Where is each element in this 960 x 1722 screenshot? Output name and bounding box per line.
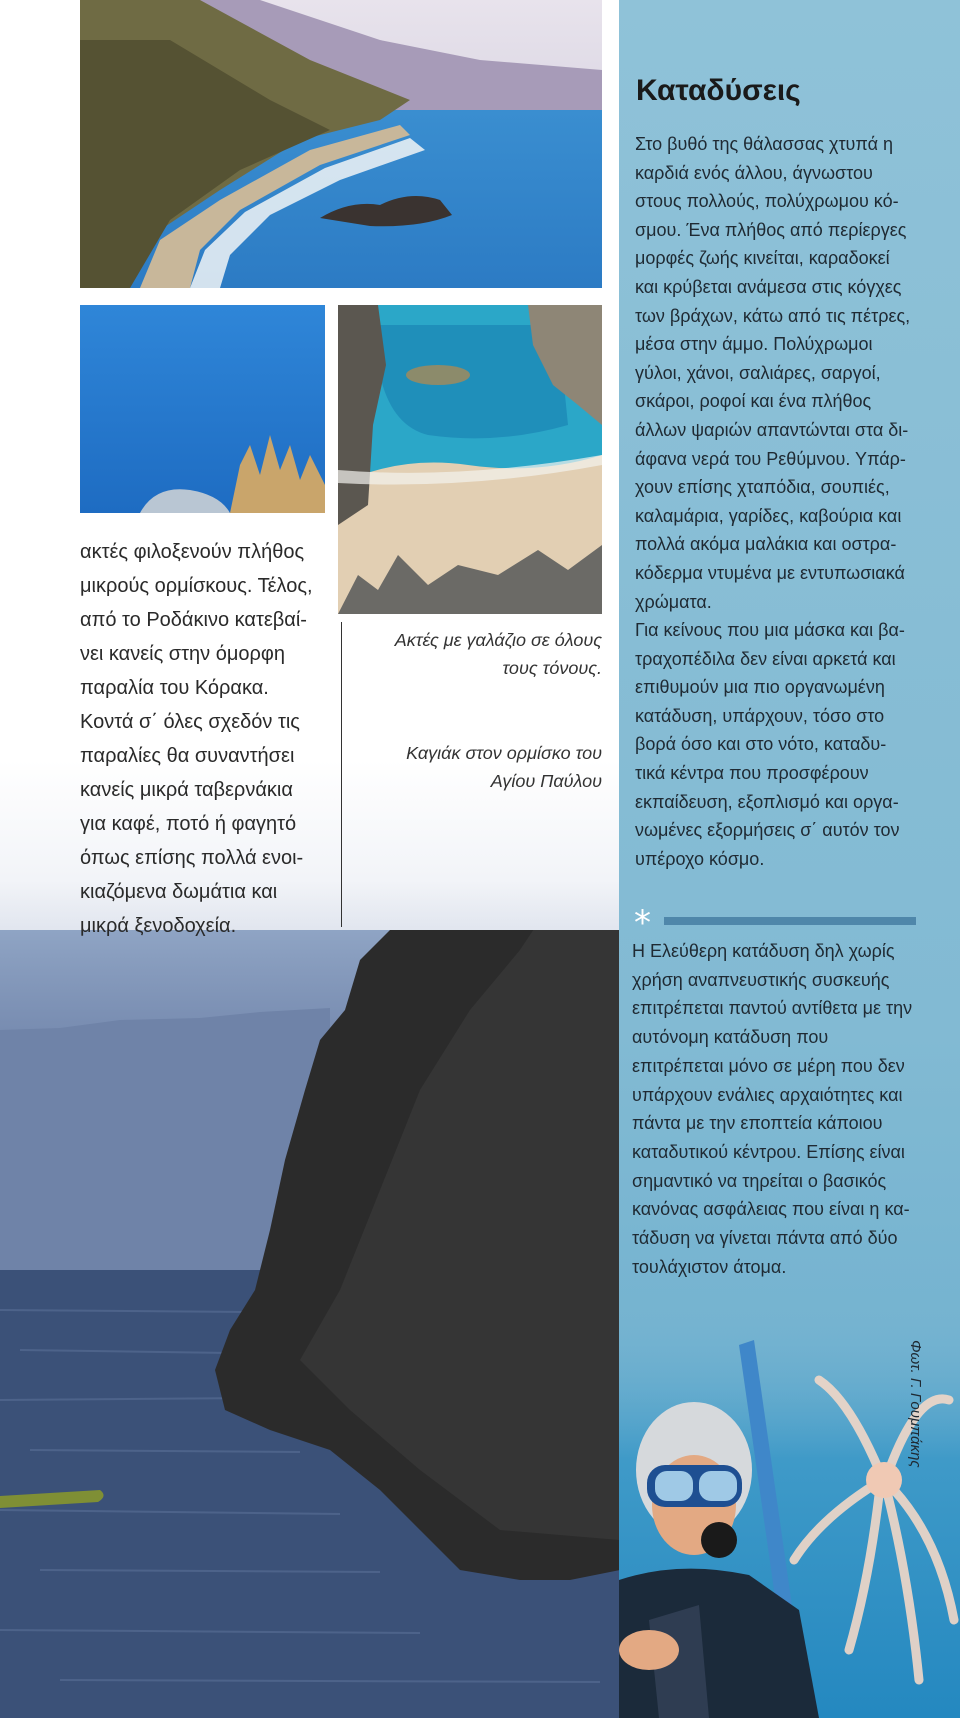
blue-sea-photo [80, 305, 325, 513]
sidebar-paragraph-1: Στο βυθό της θάλασσας χτυπά η καρδιά ενός άλλου, άγνωστου στους πολλούς, πολύχρωμου κό-σμου. Ένα πλήθος από περίεργες μορφές ζωής κινείται, καραδοκεί και κρύβεται ανάμεσα στις κόγχες των βράχων, κάτω από τις πέτρες, μέσα στην άμμο. Πολύχρωμοι γύλοι, χάνοι, σαλιάρες, σαργοί, σκάροι, ροφοί και ένα πλήθος άλλων ψαριών απαντώνται στα δι-άφανα νερά του Ρεθύμνου. Υπάρ-χουν επίσης χταπόδια, σουπιές, καλαμάρια, γαρίδες, καβούρια και πολλά ακόμα μαλάκια και οστρα-κόδερμα ντυμένα με εντυπωσιακά χρώματα. [635, 134, 911, 612]
caption-kayak: Καγιάκ στον ορμίσκο του Αγίου Παύλου [406, 743, 602, 791]
left-column-text: ακτές φιλοξενούν πλήθος μικρούς ορμίσκους. Τέλος, από το Ροδάκινο κατεβαί-νει κανείς στην όμορφη παραλία του Κόρακα. Κοντά σ΄ όλες σχεδόν τις παραλίες θα συναντήσει κανείς μικρά ταβερνάκια για καφέ, ποτό ή φαγητό όπως επίσης πολλά ενοι-κιαζόμενα δωμάτια και μικρά ξενοδοχεία. [80, 541, 313, 937]
sidebar-title: Καταδύσεις [636, 74, 801, 107]
sidebar-body [635, 130, 915, 873]
cove-beach-photo [338, 305, 602, 614]
caption-rule [341, 622, 342, 927]
sidebar-paragraph-2: Για κείνους που μια μάσκα και βα-τραχοπέδιλα δεν είναι αρκετά και επιθυμούν μια πιο οργανωμένη κατάδυση, υπάρχουν, τόσο στο βορά όσο και στο νότο, καταδυ-τικά κέντρα που προσφέρουν εκπαίδευση, εξοπλισμό και οργα-νωμένες εξορμήσεις σ΄ αυτόν τον υπέροχο κόσμο. [635, 620, 905, 869]
coastline-photo [80, 0, 602, 288]
sea-rock-photo [0, 930, 620, 1718]
caption-beaches: Ακτές με γαλάζιο σε όλους τους τόνους. [394, 630, 602, 678]
photo-credit: Φωτ. Γ. Γουμπάκης [907, 1340, 924, 1468]
sidebar-note: Η Ελεύθερη κατάδυση δηλ χωρίς χρήση αναπνευστικής συσκευής επιτρέπεται παντού αντίθετα με την αυτόνομη κατάδυση που επιτρέπεται μόνο σε μέρη που δεν υπάρχουν ενάλιες αρχαιότητες και πάντα με την εποπτεία κάποιου καταδυτικού κέντρου. Επίσης είναι σημαντικό να τηρείται ο βασικός κανόνας ασφάλειας που είναι η κα-τάδυση να γίνεται πάντα από δύο τουλάχιστον άτομα. [632, 941, 913, 1277]
note-divider-bar [664, 917, 916, 925]
note-asterisk-icon: * [634, 903, 651, 943]
